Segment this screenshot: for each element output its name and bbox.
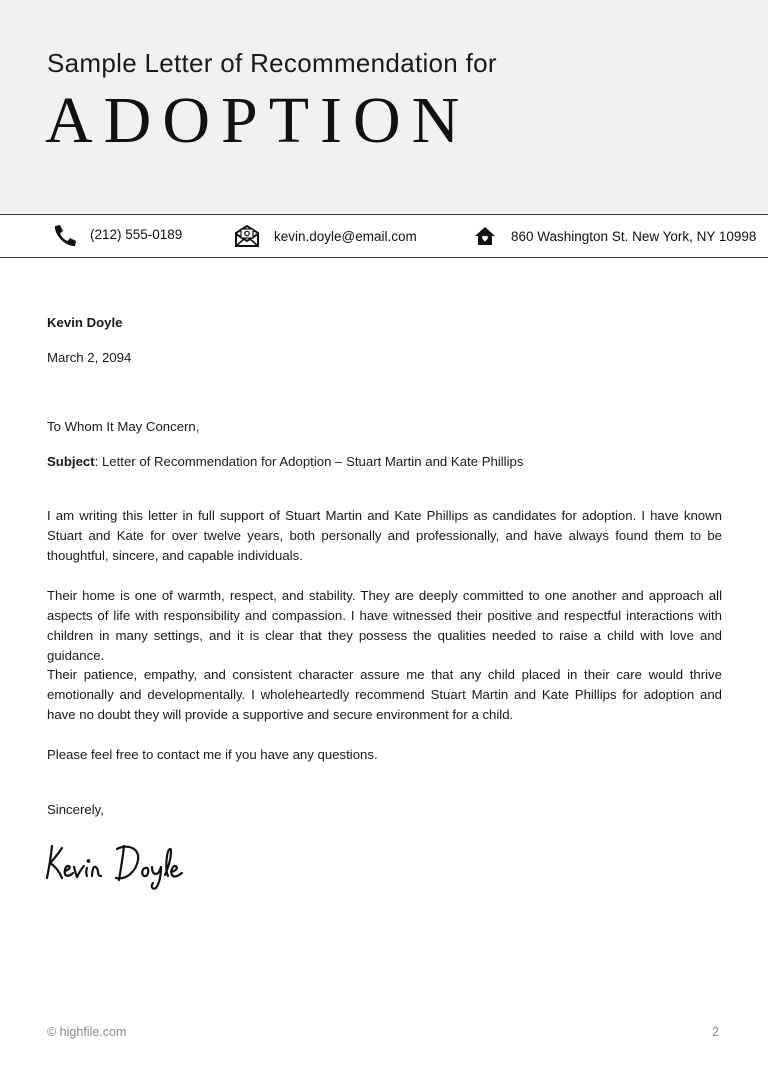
page-number: 2 bbox=[712, 1025, 719, 1039]
letter-date: March 2, 2094 bbox=[47, 350, 132, 365]
phone-icon bbox=[52, 223, 78, 249]
contact-address bbox=[474, 215, 756, 257]
footer-copyright: © highfile.com bbox=[47, 1025, 127, 1039]
contact-email bbox=[234, 215, 417, 257]
body-paragraph: I am writing this letter in full support of Stuart Martin and Kate Phillips as candidates for adoption. I have known Stuart and Kate for over twelve years, both personally and professionally, and have always found them to be thoughtful, sincere, and capable individuals. bbox=[47, 508, 722, 563]
subject-text: : Letter of Recommendation for Adoption – Stuart Martin and Kate Phillips bbox=[94, 454, 524, 469]
home-icon bbox=[474, 226, 496, 246]
address: 860 Washington St. New York, NY 10998 bbox=[511, 228, 757, 244]
mail-icon bbox=[234, 224, 260, 248]
subject-line bbox=[47, 452, 722, 472]
contact-phone bbox=[52, 215, 182, 257]
title-line: Sample Letter of Recommendation for bbox=[47, 48, 497, 78]
sender-name: Kevin Doyle bbox=[47, 315, 123, 330]
body-paragraph: Their patience, empathy, and consistent character assure me that any child placed in their care would thrive emotionally and developmentally. I wholeheartedly recommend Stuart Martin and Kate Phillips for adoption and have no doubt they will provide a supportive and secure environment for a child. bbox=[47, 667, 722, 722]
phone-number: (212) 555-0189 bbox=[90, 226, 183, 242]
email-address: kevin.doyle@email.com bbox=[274, 228, 417, 244]
salutation: To Whom It May Concern, bbox=[47, 419, 200, 434]
contact-bar bbox=[0, 214, 768, 258]
signature bbox=[44, 838, 194, 895]
closing: Sincerely, bbox=[47, 802, 104, 817]
body-paragraph: Please feel free to contact me if you have any questions. bbox=[47, 747, 378, 762]
subject-label: Subject bbox=[47, 454, 95, 469]
page-title: ADOPTION bbox=[45, 84, 471, 157]
header-band bbox=[0, 0, 768, 213]
body-paragraph: Their home is one of warmth, respect, and stability. They are deeply committed to one another and approach all aspects of life with responsibility and compassion. I have witnessed their positive and respectful interactions with children in many settings, and it is clear that they possess the qualities needed to raise a child with love and guidance. bbox=[47, 588, 722, 663]
